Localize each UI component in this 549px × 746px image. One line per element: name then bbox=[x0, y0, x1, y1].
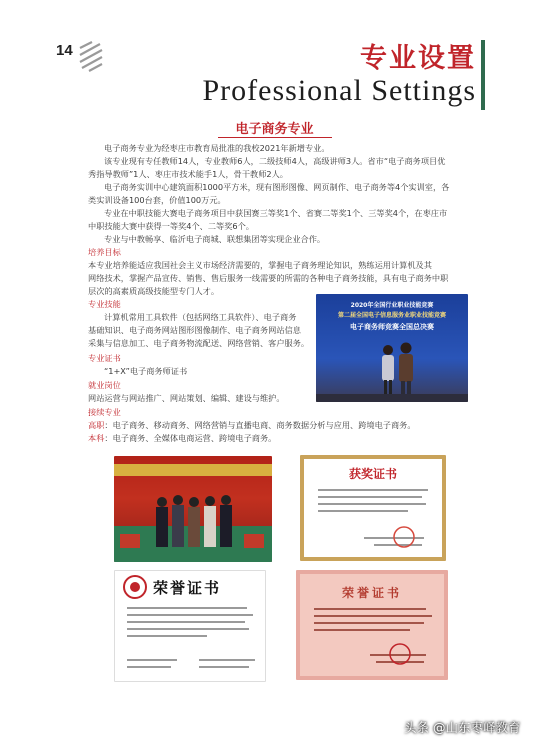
intro-line: 专业在中职技能大赛电子商务项目中获国赛三等奖1个、省赛二等奖1个、三等奖4个，在枣庄市 bbox=[104, 208, 448, 218]
group-photo bbox=[114, 456, 272, 562]
competition-photo bbox=[316, 294, 468, 402]
page-title-cn: 专业设置 bbox=[360, 43, 476, 74]
section-title: 电子商务专业 bbox=[235, 122, 314, 137]
intro-line: 电子商务实训中心建筑面积1000平方米，现有图形图像、网页制作、电子商务等4个实训室，各 bbox=[104, 182, 450, 192]
award-title: 获奖证书 bbox=[348, 467, 397, 481]
continue-bachelor bbox=[88, 432, 276, 445]
honor-title-1: 荣誉证书 bbox=[153, 579, 222, 597]
page-title-en: Professional Settings bbox=[202, 74, 476, 107]
skills-label: 专业技能 bbox=[88, 299, 121, 309]
goal-line: 本专业培养能适应我国社会主义市场经济需要的，掌握电子商务理论知识，熟练运用计算机及其 bbox=[88, 260, 432, 270]
intro-line: 该专业现有专任教师14人，专业教师6人，二级技师4人，高级讲师3人。省市“电子商务项目优 bbox=[104, 156, 446, 166]
goal-label: 培养目标 bbox=[88, 247, 121, 257]
intro-line: 中职技能大赛中获得一等奖4个、二等奖6个。 bbox=[88, 221, 254, 231]
banner-line-3: 电子商务师竞赛全国总决赛 bbox=[350, 323, 434, 331]
higher-label: 高职 bbox=[88, 420, 105, 430]
honor-2-decor bbox=[300, 574, 444, 676]
group-figures bbox=[114, 456, 272, 562]
people-figures bbox=[316, 294, 468, 402]
banner-line-1: 2020年全国行业职业技能竞赛 bbox=[350, 302, 434, 309]
intro-line: 电子商务专业为经枣庄市教育局批准的我校2021年新增专业。 bbox=[104, 143, 330, 153]
goal-line: 网络技术，掌握产品宣传、销售、售后服务一线需要的所需的各种电子商务技能，具有电子商务中职 bbox=[88, 273, 449, 283]
stripes-decoration bbox=[78, 40, 104, 74]
jobs-text: 网站运营与网站推广、网站策划、编辑、建设与维护。 bbox=[88, 393, 285, 403]
intro-line: 秀指导教师”1人、枣庄市技术能手1人，骨干教师2人。 bbox=[88, 169, 288, 179]
award-text-lines bbox=[304, 459, 442, 557]
continue-higher bbox=[88, 419, 416, 432]
title-accent-bar bbox=[481, 40, 485, 110]
bachelor-text: ：电子商务、全媒体电商运营、跨境电子商务。 bbox=[104, 433, 277, 443]
skills-line: 基础知识、电子商务网站图形图像制作、电子商务网站信息 bbox=[88, 325, 301, 335]
watermark: 头条 @山东枣峄教育 bbox=[404, 720, 521, 735]
bachelor-label: 本科 bbox=[88, 433, 105, 443]
section-title-underline bbox=[218, 137, 332, 138]
intro-line: 专业与中教畅享、临沂电子商城、联想集团等实现企业合作。 bbox=[104, 234, 326, 244]
award-certificate bbox=[300, 455, 446, 561]
jobs-label: 就业岗位 bbox=[88, 380, 121, 390]
cert-text: “1+X”电子商务师证书 bbox=[104, 366, 188, 376]
higher-text: ：电子商务、移动商务、网络营销与直播电商、商务数据分析与应用、跨境电子商务。 bbox=[104, 420, 416, 430]
honor-certificate-2 bbox=[296, 570, 448, 680]
honor-certificate-1 bbox=[114, 570, 266, 682]
continue-label: 接续专业 bbox=[88, 407, 121, 417]
goal-line: 层次的高素质高级技能型专门人才。 bbox=[88, 286, 220, 296]
skills-line: 采集与信息加工、电子商务物流配送、网络营销、客户服务。 bbox=[88, 338, 310, 348]
page-number: 14 bbox=[56, 42, 73, 59]
intro-line: 类实训设备100台套，价值100万元。 bbox=[88, 195, 226, 205]
skills-line: 计算机常用工具软件（包括网络工具软件）、电子商务 bbox=[104, 312, 297, 322]
banner-line-2: 第二届全国电子信息服务业职业技能竞赛 bbox=[337, 312, 446, 319]
cert-label: 专业证书 bbox=[88, 353, 121, 363]
honor-title-2: 荣誉证书 bbox=[341, 586, 402, 600]
